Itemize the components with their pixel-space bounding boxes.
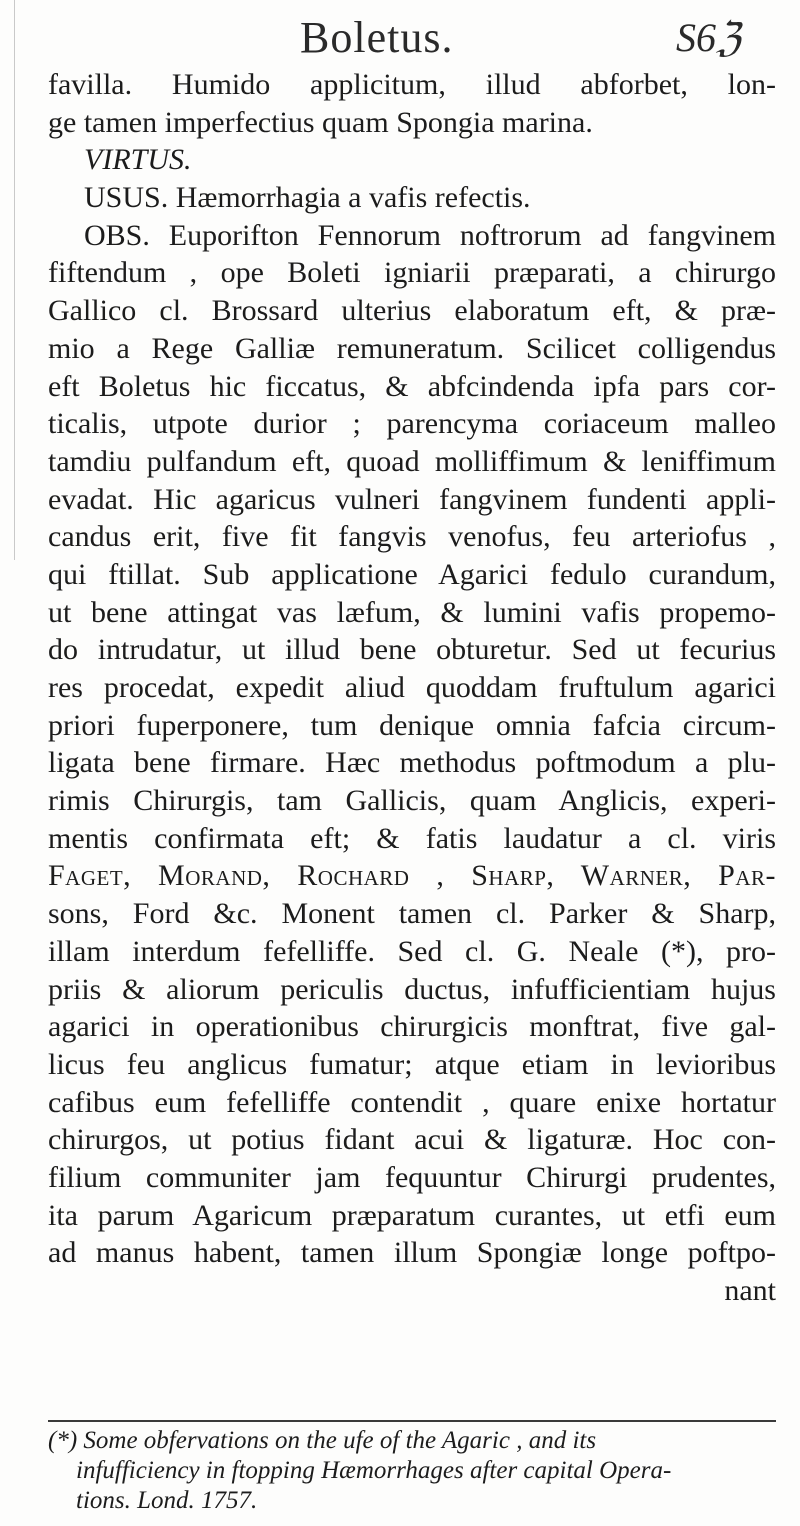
text-line: evadat. Hic agaricus vulneri fangvinem fundenti appli- xyxy=(48,482,776,516)
page-number: S6ℨ xyxy=(676,15,741,60)
text-line: ita parum Agaricum præparatum curantes, ut etfi eum xyxy=(48,1198,776,1232)
catchword: nant xyxy=(724,1274,776,1307)
text-line: tamdiu pulfandum eft, quoad molliffimum & leniffimum xyxy=(48,444,776,478)
text-line: ad manus habent, tamen illum Spongiæ longe poftpo- xyxy=(48,1236,776,1270)
text-line: cafibus eum fefelliffe contendit , quare enixe hortatur xyxy=(48,1085,776,1119)
text-line: eft Boletus hic ficcatus, & abfcindenda ipfa pars cor- xyxy=(48,369,776,403)
text-line: favilla. Humido applicitum, illud abforbet, lon- xyxy=(48,68,776,101)
text-line: illam interdum fefelliffe. Sed cl. G. Neale (*), pro- xyxy=(48,934,776,968)
text-line: candus erit, five fit fangvis venofus, feu arteriofus , xyxy=(48,520,776,554)
text-line: ge tamen imperfectius quam Spongia marina. xyxy=(48,105,593,139)
text-line: ticalis, utpote durior ; parencyma coriaceum malleo xyxy=(48,407,776,441)
footnote-divider xyxy=(48,1420,776,1422)
text-line: Gallico cl. Brossard ulterius elaboratum eft, & præ- xyxy=(48,294,776,328)
footnote-line: infufficiency in ftopping Hæmorrhages after capital Opera- xyxy=(76,1457,672,1484)
section-heading-usus: USUS. Hæmorrhagia a vafis refectis. xyxy=(84,181,531,215)
text-line: do intrudatur, ut illud bene obturetur. Sed ut fecurius xyxy=(48,633,776,667)
footnote-line: (*) Some obfervations on the ufe of the Agaric , and its xyxy=(48,1427,597,1454)
text-line: licus feu anglicus fumatur; atque etiam in levioribus xyxy=(48,1047,776,1081)
running-head-title: Boletus. xyxy=(300,13,454,62)
text-line: fiftendum , ope Boleti igniarii præparati, a chirurgo xyxy=(48,256,776,290)
text-line-names: sons, Ford &c. Monent tamen cl. Parker & Sharp, xyxy=(48,897,776,931)
text-line: res procedat, expedit aliud quoddam fruftulum agarici xyxy=(48,671,776,704)
page-edge-line xyxy=(14,0,15,560)
footnote xyxy=(48,1426,776,1516)
text-line: priori fuperponere, tum denique omnia fafcia circum- xyxy=(48,708,776,742)
text-line-names: Faget, Morand, Rochard , Sharp, Warner, Par- xyxy=(48,859,776,893)
text-line: priis & aliorum periculis ductus, infufficientiam hujus xyxy=(48,972,776,1006)
text-line: rimis Chirurgis, tam Gallicis, quam Anglicis, experi- xyxy=(48,784,776,818)
text-line: qui ftillat. Sub applicatione Agarici fedulo curandum, xyxy=(48,557,776,591)
text-line: filium communiter jam fequuntur Chirurgi prudentes, xyxy=(48,1160,776,1194)
footnote-line: tions. Lond. 1757. xyxy=(76,1487,258,1514)
running-head xyxy=(0,8,800,68)
text-line: OBS. Euporifton Fennorum noftrorum ad fangvinem xyxy=(84,218,776,252)
text-line: chirurgos, ut potius fidant acui & ligaturæ. Hoc con- xyxy=(48,1123,776,1157)
main-text xyxy=(48,66,776,1310)
text-line: mio a Rege Galliæ remuneratum. Scilicet colligendus xyxy=(48,331,776,365)
text-line: ut bene attingat vas læfum, & lumini vafis propemo- xyxy=(48,595,776,629)
text-line: mentis confirmata eft; & fatis laudatur a cl. viris xyxy=(48,821,776,855)
text-line: ligata bene firmare. Hæc methodus poftmodum a plu- xyxy=(48,746,776,780)
text-line: agarici in operationibus chirurgicis monftrat, five gal- xyxy=(48,1010,776,1044)
section-heading-virtus: VIRTUS. xyxy=(84,143,192,177)
